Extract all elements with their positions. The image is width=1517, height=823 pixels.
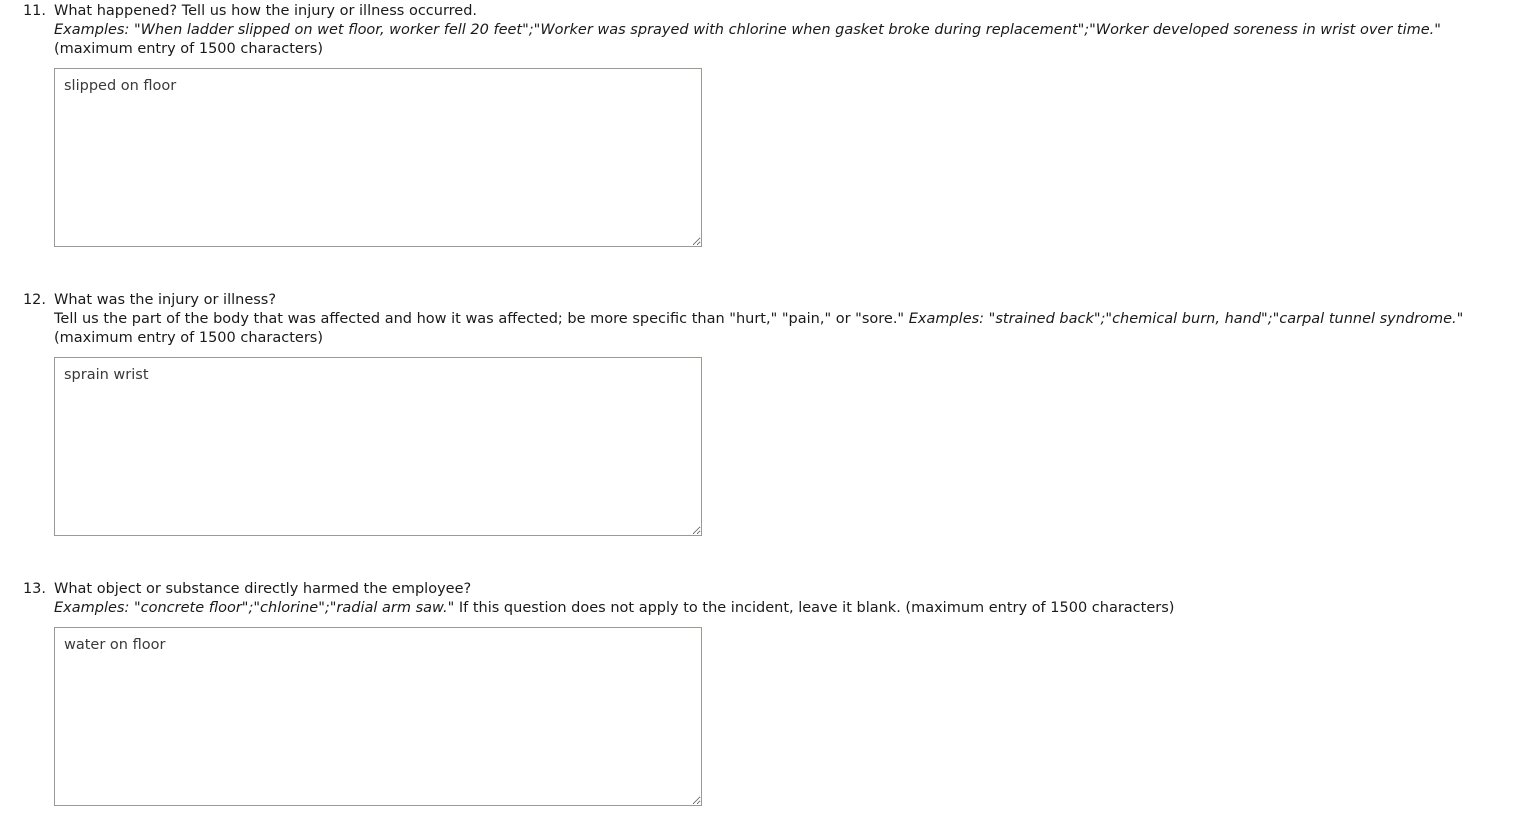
question-11-examples-text: "When ladder slipped on wet floor, worker fell 20 feet";"Worker was sprayed with chlorine when gasket broke during replacement";"Worker developed soreness in wrist over time." <box>129 22 1441 38</box>
question-13-examples-label: Examples: <box>54 600 130 616</box>
question-12-number: 12. <box>22 292 46 308</box>
question-11-examples <box>54 21 1517 40</box>
question-13-tail-text: If this question does not apply to the incident, leave it blank. (maximum entry of 1500 characters) <box>454 600 1175 616</box>
question-13-title: What object or substance directly harmed the employee? <box>54 581 472 597</box>
question-13-answer-input[interactable] <box>54 627 702 806</box>
question-11-number: 11. <box>22 3 46 19</box>
question-12-answer-wrap <box>54 357 1517 540</box>
question-11-answer-input[interactable] <box>54 68 702 247</box>
question-12-examples-text: "strained back";"chemical burn, hand";"carpal tunnel syndrome." <box>984 311 1464 327</box>
question-12-title: What was the injury or illness? <box>54 292 277 308</box>
question-12-examples-label: Examples: <box>908 311 985 327</box>
question-13-examples-text: "concrete floor";"chlorine";"radial arm saw." <box>129 600 455 616</box>
question-13-answer-wrap <box>54 627 1517 810</box>
question-12-max-note: (maximum entry of 1500 characters) <box>54 330 324 346</box>
question-11-examples-label: Examples: <box>54 22 130 38</box>
question-12-detail-text: Tell us the part of the body that was affected and how it was affected; be more specific than "hurt," "pain," or "sore." <box>54 311 909 327</box>
question-13-examples <box>54 599 1517 618</box>
question-12-answer-input[interactable] <box>54 357 702 536</box>
question-11 <box>0 2 1517 251</box>
question-12-detail <box>54 310 1517 348</box>
question-12 <box>0 291 1517 540</box>
question-11-answer-wrap <box>54 68 1517 251</box>
question-11-title: What happened? Tell us how the injury or illness occurred. <box>54 3 478 19</box>
question-13 <box>0 580 1517 810</box>
question-13-number: 13. <box>22 581 46 597</box>
question-11-max-note: (maximum entry of 1500 characters) <box>54 41 324 57</box>
